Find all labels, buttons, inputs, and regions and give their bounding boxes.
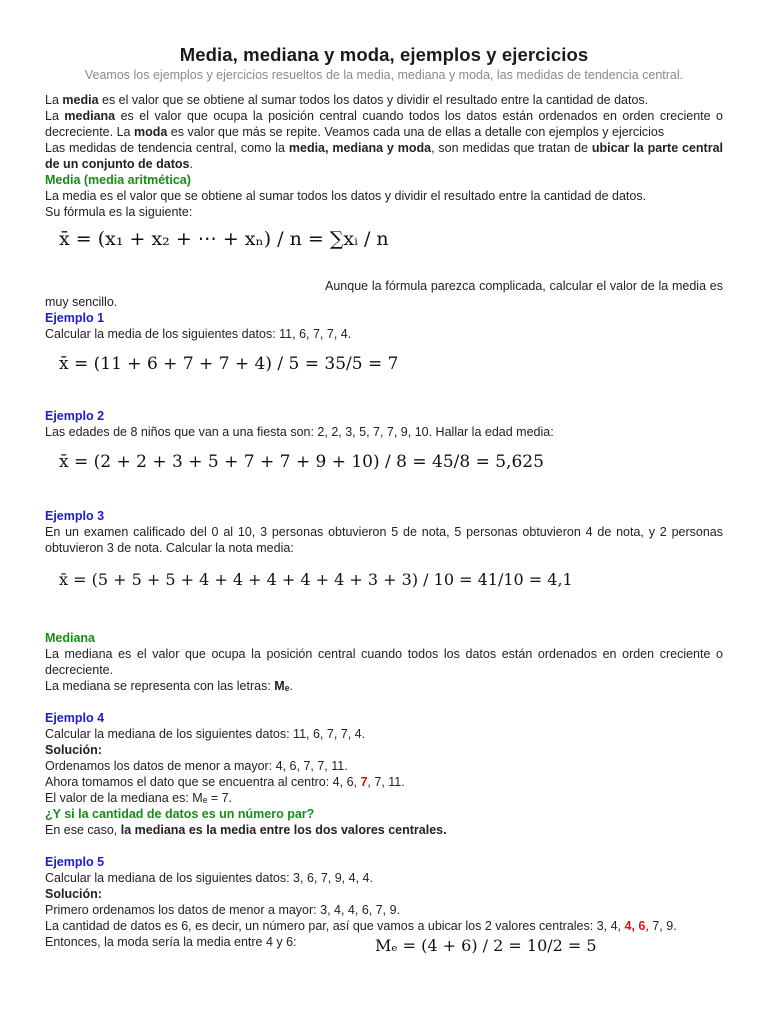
example-4-line-3: El valor de la mediana es: Mₑ = 7. xyxy=(45,791,233,805)
mediana-representation: La mediana se representa con las letras: Mₑ. xyxy=(45,679,293,693)
page-subtitle: Veamos los ejemplos y ejercicios resueltos de la media, mediana y moda, las medidas de tendencia central. xyxy=(84,68,684,82)
example-3-formula: x̄ = (5 + 5 + 5 + 4 + 4 + 4 + 4 + 4 + 3 + 3) / 10 = 41/10 = 4,1 xyxy=(59,570,573,589)
example-2-heading: Ejemplo 2 xyxy=(45,409,105,423)
intro-paragraph-2: La mediana es el valor que ocupa la posición central cuando todos los datos están ordenados en orden creciente o decreciente. La moda es valor que más se repite. Veamos cada una de ellas a detalle con ejemplos y ejercicios xyxy=(45,109,724,139)
example-5-heading: Ejemplo 5 xyxy=(45,855,105,869)
example-3-text: En un examen calificado del 0 al 10, 3 personas obtuvieron 5 de nota, 5 personas obtuvieron 4 de nota, y 2 personas obtuvieron 3 de nota. Calcular la nota media: xyxy=(45,525,723,555)
media-definition: La media es el valor que se obtiene al sumar todos los datos y dividir el resultado entre la cantidad de datos. xyxy=(45,189,647,203)
example-5-formula: Mₑ = (4 + 6) / 2 = 10/2 = 5 xyxy=(375,936,597,955)
example-2-text: Las edades de 8 niños que van a una fiesta son: 2, 2, 3, 5, 7, 7, 9, 10. Hallar la edad media: xyxy=(45,425,554,439)
example-1-formula: x̄ = (11 + 6 + 7 + 7 + 4) / 5 = 35/5 = 7 xyxy=(59,354,399,374)
example-1-heading: Ejemplo 1 xyxy=(45,311,105,325)
example-4-heading: Ejemplo 4 xyxy=(45,711,105,725)
media-after-formula: Aunque la fórmula parezca complicada, calcular el valor de la media es muy sencillo. xyxy=(45,279,723,309)
example-5-line-1: Primero ordenamos los datos de menor a mayor: 3, 4, 4, 6, 7, 9. xyxy=(45,903,401,917)
example-2-formula: x̄ = (2 + 2 + 3 + 5 + 7 + 7 + 9 + 10) / 8 = 45/8 = 5,625 xyxy=(59,452,544,472)
mediana-definition: La mediana es el valor que ocupa la posición central cuando todos los datos están ordenados en orden creciente o decreciente. xyxy=(45,647,723,677)
example-3-heading: Ejemplo 3 xyxy=(45,509,105,523)
example-1-text: Calcular la media de los siguientes datos: 11, 6, 7, 7, 4. xyxy=(45,327,352,341)
even-count-question: ¿Y si la cantidad de datos es un número par? xyxy=(45,807,315,821)
section-heading-media: Media (media aritmética) xyxy=(45,173,191,187)
page-title: Media, mediana y moda, ejemplos y ejercicios xyxy=(179,44,589,65)
example-4-solution-label: Solución: xyxy=(45,743,102,757)
example-5-conclusion xyxy=(45,934,723,964)
example-5-line-3: Entonces, la moda sería la media entre 4 y 6: xyxy=(45,935,297,949)
example-5-line-2: La cantidad de datos es 6, es decir, un número par, así que vamos a ubicar los 2 valores centrales: 3, 4, 4, 6, 7, 9. xyxy=(45,919,677,933)
example-5-solution-label: Solución: xyxy=(45,887,102,901)
example-4-line-1: Ordenamos los datos de menor a mayor: 4, 6, 7, 7, 11. xyxy=(45,759,348,773)
example-5-text: Calcular la mediana de los siguientes datos: 3, 6, 7, 9, 4, 4. xyxy=(45,871,373,885)
intro-paragraph-1: La media es el valor que se obtiene al sumar todos los datos y dividir el resultado entre la cantidad de datos. xyxy=(45,93,649,107)
document-page xyxy=(45,44,723,964)
intro-paragraph-3: Las medidas de tendencia central, como la media, mediana y moda, son medidas que tratan de ubicar la parte central de un conjunto de datos. xyxy=(45,141,724,171)
example-4-text: Calcular la mediana de los siguientes datos: 11, 6, 7, 7, 4. xyxy=(45,727,366,741)
media-formula-intro: Su fórmula es la siguiente: xyxy=(45,205,193,219)
example-4-line-2: Ahora tomamos el dato que se encuentra al centro: 4, 6, 7, 7, 11. xyxy=(45,775,405,789)
media-formula: x̄ = (x₁ + x₂ + ⋯ + xₙ) / n = ∑xᵢ / n xyxy=(59,228,389,250)
section-heading-mediana: Mediana xyxy=(45,631,96,645)
even-count-answer: En ese caso, la mediana es la media entre los dos valores centrales. xyxy=(45,823,447,837)
